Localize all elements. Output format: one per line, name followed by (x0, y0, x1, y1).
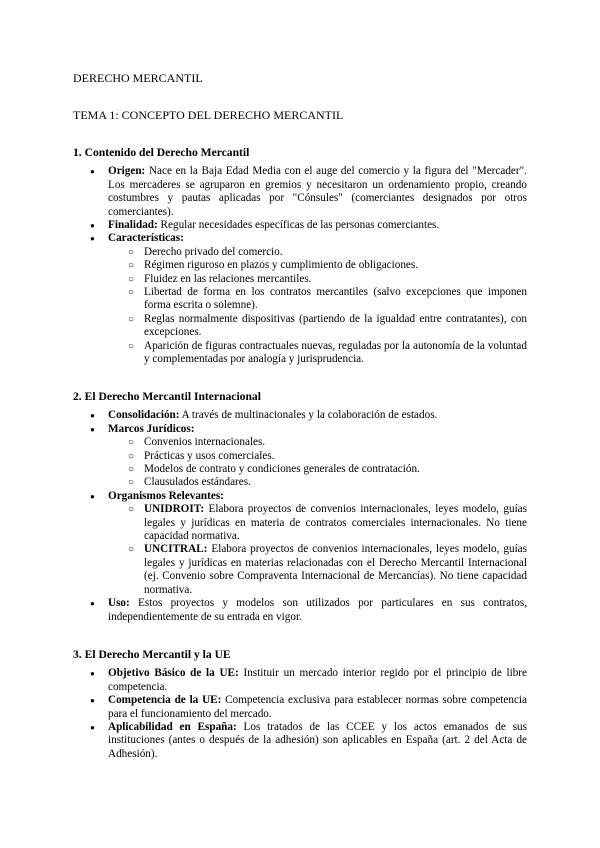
section-heading: 1. Contenido del Derecho Mercantil (73, 146, 250, 159)
list-item (73, 232, 527, 366)
bullet-icon: ● (90, 599, 95, 609)
bullet-icon: ● (90, 221, 95, 231)
sub-item-text: Convenios internacionales. (144, 436, 266, 449)
circle-bullet-icon: ○ (128, 287, 135, 299)
sub-item-label: UNCITRAL: (144, 543, 208, 556)
sub-item-text: Elabora proyectos de convenios internacionales, leyes modelo, guías legales y jurídicas en materia de contratos comerciales internacionales. No tiene capacidad normativa. (144, 503, 527, 543)
bullet-icon: ● (90, 723, 95, 733)
sub-list-item (108, 259, 527, 272)
item-label: Origen: (108, 165, 146, 178)
sub-item-text: Aparición de figuras contractuales nuevas, reguladas por la autonomía de la voluntad y complementadas por analogía y jurisprudencia. (144, 339, 527, 366)
sub-item-label: UNIDROIT: (144, 503, 205, 516)
list-item (73, 721, 527, 761)
circle-bullet-icon: ○ (128, 544, 135, 556)
sub-list-item (108, 313, 527, 340)
bullet-list (73, 667, 527, 761)
document-title: DERECHO MERCANTIL (73, 71, 203, 85)
sub-list-item (108, 450, 527, 463)
section-contenido (73, 146, 527, 367)
item-label: Aplicabilidad en España: (108, 721, 237, 734)
circle-bullet-icon: ○ (128, 504, 135, 516)
sub-list (108, 503, 527, 597)
sub-list (108, 246, 527, 367)
sub-list-item (108, 286, 527, 313)
sub-item-text: Elabora proyectos de convenios internacionales, leyes modelo, guías legales y jurídicas en materias relacionadas con el Derecho Mercantil Internacional (ej. Convenio sobre Compraventa Internacional de Mercancías). No tiene capacidad normativa. (144, 543, 527, 596)
section-heading: 3. El Derecho Mercantil y la UE (73, 648, 231, 661)
sub-list-item (108, 246, 527, 259)
item-label: Características: (108, 232, 184, 245)
list-item (73, 667, 527, 694)
item-label: Organismos Relevantes: (108, 489, 224, 502)
item-text: Competencia exclusiva para establecer normas sobre competencia para el funcionamiento del mercado. (108, 694, 527, 720)
bullet-icon: ● (90, 491, 95, 501)
sub-list-item (108, 543, 527, 597)
bullet-icon: ● (90, 669, 95, 679)
sub-item-text: Prácticas y usos comerciales. (144, 449, 275, 462)
bullet-icon: ● (90, 167, 95, 177)
item-text: Regular necesidades específicas de las personas comerciantes. (157, 219, 440, 232)
list-item (73, 490, 527, 597)
bullet-list (73, 165, 527, 366)
bullet-icon: ● (90, 696, 95, 706)
bullet-icon: ● (90, 411, 95, 421)
circle-bullet-icon: ○ (128, 450, 135, 462)
circle-bullet-icon: ○ (128, 340, 135, 352)
circle-bullet-icon: ○ (128, 273, 135, 285)
list-item (73, 165, 527, 219)
list-item (73, 694, 527, 721)
sub-list-item (108, 503, 527, 543)
item-text: Nace en la Baja Edad Media con el auge del comercio y la figura del "Mercader". Los mercaderes se agruparon en gremios y necesitaron un ordenamiento propio, creando costumbres y pautas aplicadas por "Cónsules" (comerciantes designados por otros comerciantes). (108, 165, 527, 218)
sub-list-item (108, 476, 527, 489)
circle-bullet-icon: ○ (128, 477, 135, 489)
sub-item-text: Fluidez en las relaciones mercantiles. (144, 272, 312, 285)
section-heading: 2. El Derecho Mercantil Internacional (73, 390, 261, 403)
list-item (73, 423, 527, 490)
sub-list (108, 436, 527, 490)
sub-list-item (108, 463, 527, 476)
sub-list-item (108, 436, 527, 449)
sub-item-text: Modelos de contrato y condiciones generales de contratación. (144, 463, 420, 476)
section-ue (73, 648, 527, 761)
item-label: Competencia de la UE: (108, 694, 222, 707)
section-internacional (73, 390, 527, 624)
item-text: A través de multinacionales y la colaboración de estados. (179, 409, 438, 422)
circle-bullet-icon: ○ (128, 260, 135, 272)
list-item (73, 409, 527, 422)
bullet-list (73, 409, 527, 624)
bullet-icon: ● (90, 234, 95, 244)
list-item (73, 597, 527, 624)
circle-bullet-icon: ○ (128, 313, 135, 325)
sub-item-text: Clausulados estándares. (144, 476, 251, 489)
item-label: Consolidación: (108, 409, 180, 422)
sub-item-text: Régimen riguroso en plazos y cumplimiento de obligaciones. (144, 259, 419, 272)
list-item (73, 219, 527, 232)
item-text: Los tratados de las CCEE y los actos emanados de sus instituciones (antes o después de la adhesión) son aplicables en España (art. 2 del Acta de Adhesión). (108, 721, 527, 760)
item-label: Marcos Jurídicos: (108, 422, 195, 435)
sub-item-text: Libertad de forma en los contratos mercantiles (salvo excepciones que imponen forma escrita o solemne). (144, 286, 527, 312)
circle-bullet-icon: ○ (128, 437, 135, 449)
sub-list-item (108, 340, 527, 367)
sub-list-item (108, 273, 527, 286)
sub-item-text: Reglas normalmente dispositivas (partiendo de la igualdad entre contratantes), con excepciones. (144, 312, 527, 339)
item-label: Objetivo Básico de la UE: (108, 667, 239, 680)
item-text: Instituir un mercado interior regido por el principio de libre competencia. (108, 667, 527, 693)
topic-title: TEMA 1: CONCEPTO DEL DERECHO MERCANTIL (73, 108, 344, 122)
item-label: Finalidad: (108, 219, 158, 232)
bullet-icon: ● (90, 424, 95, 434)
sub-item-text: Derecho privado del comercio. (144, 245, 283, 258)
circle-bullet-icon: ○ (128, 246, 135, 258)
circle-bullet-icon: ○ (128, 464, 135, 476)
item-text: Estos proyectos y modelos son utilizados por particulares en sus contratos, independientemente de su entrada en vigor. (108, 597, 527, 623)
item-label: Uso: (108, 597, 130, 610)
